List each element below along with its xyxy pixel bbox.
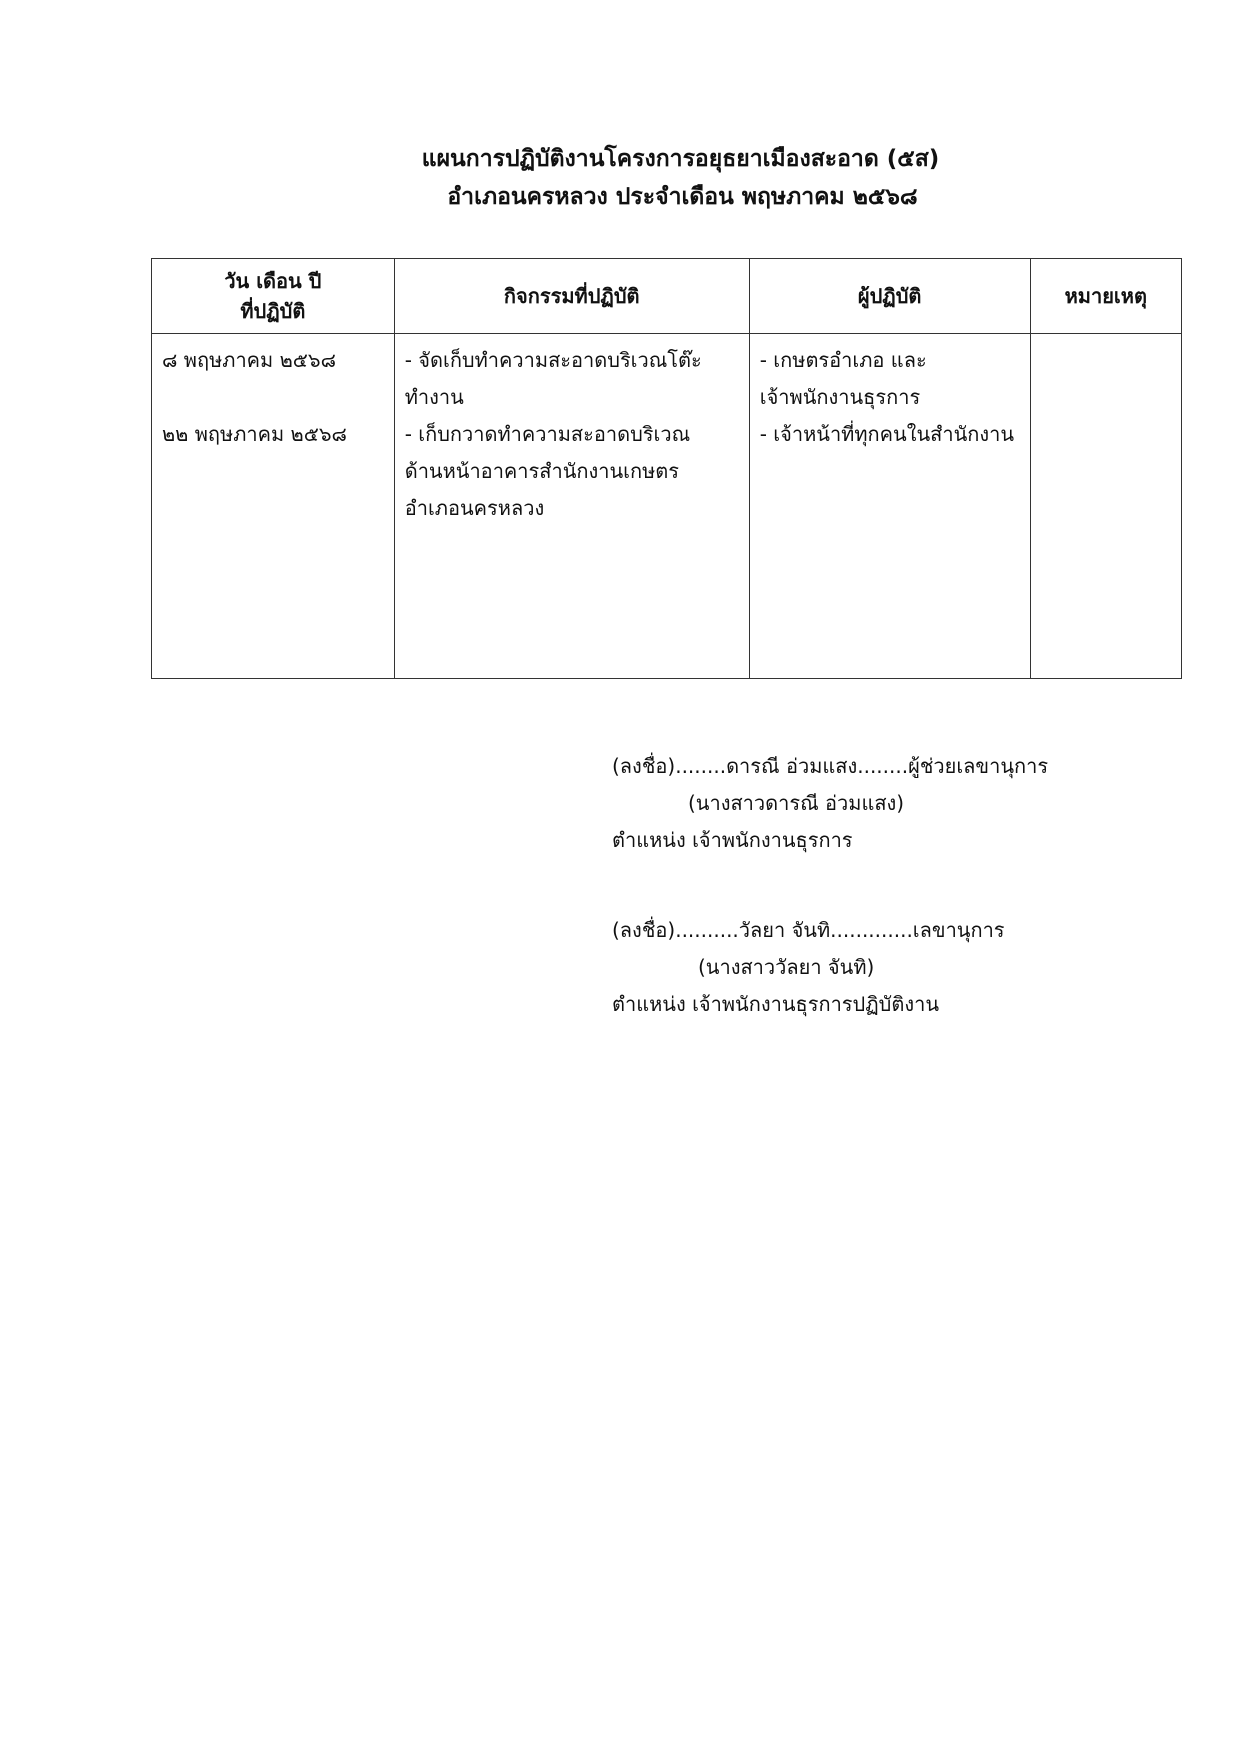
activity-line-1: - จัดเก็บทำความสะอาดบริเวณโต๊ะ	[404, 348, 702, 372]
date-item-1: ๘ พฤษภาคม ๒๕๖๘	[162, 348, 337, 372]
signature-block-2	[612, 912, 1005, 1023]
signature-line: (ลงชื่อ)..........วัลยา จันทิ.............เลขานุการ	[612, 918, 1005, 942]
title-line-1: แผนการปฏิบัติงานโครงการอยุธยาเมืองสะอาด (๕ส)	[421, 146, 940, 172]
signer-name: (นางสาววัลยา จันทิ)	[698, 955, 875, 979]
table-header-row	[152, 259, 1182, 334]
header-date-line-1: วัน เดือน ปี	[224, 269, 322, 293]
signer-name: (นางสาวดารณี อ่วมแสง)	[688, 791, 905, 815]
signature-line: (ลงชื่อ)........ดารณี อ่วมแสง........ผู้ช่วยเลขานุการ	[612, 754, 1049, 778]
performer-cell	[749, 334, 1030, 679]
plan-table	[151, 258, 1182, 679]
signer-position: ตำแหน่ง เจ้าพนักงานธุรการ	[612, 828, 853, 852]
document-title	[0, 140, 1241, 216]
header-activity: กิจกรรมที่ปฏิบัติ	[394, 259, 749, 334]
header-date-line-2: ที่ปฏิบัติ	[240, 299, 306, 323]
performer-line-3: - เจ้าหน้าที่ทุกคนในสำนักงาน	[759, 422, 1015, 446]
activity-line-2: ทำงาน	[404, 385, 464, 409]
signer-position: ตำแหน่ง เจ้าพนักงานธุรการปฏิบัติงาน	[612, 992, 940, 1016]
activity-line-4: ด้านหน้าอาคารสำนักงานเกษตร	[404, 459, 680, 483]
performer-line-2: เจ้าพนักงานธุรการ	[759, 385, 921, 409]
header-performer: ผู้ปฏิบัติ	[749, 259, 1030, 334]
remark-cell	[1030, 334, 1181, 679]
date-cell	[152, 334, 395, 679]
header-remark: หมายเหตุ	[1030, 259, 1181, 334]
date-item-2: ๒๒ พฤษภาคม ๒๕๖๘	[162, 422, 347, 446]
performer-line-1: - เกษตรอำเภอ และ	[759, 348, 927, 372]
activity-line-3: - เก็บกวาดทำความสะอาดบริเวณ	[404, 422, 691, 446]
table-row	[152, 334, 1182, 679]
signature-block-1	[612, 748, 1048, 859]
activity-cell	[394, 334, 749, 679]
activity-line-5: อำเภอนครหลวง	[404, 496, 545, 520]
header-date	[152, 259, 395, 334]
title-line-2: อำเภอนครหลวง ประจำเดือน พฤษภาคม ๒๕๖๘	[447, 184, 918, 210]
